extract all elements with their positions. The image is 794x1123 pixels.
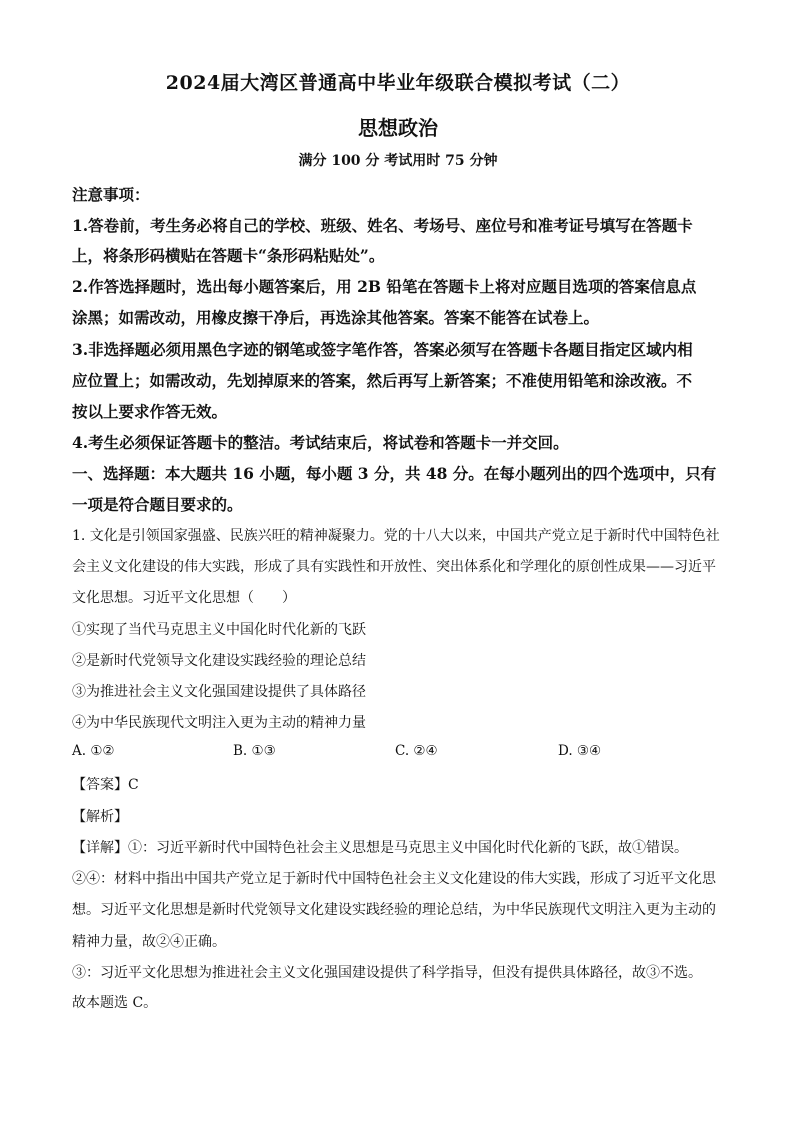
statement-3: ③为推进社会主义文化强国建设提供了具体路径 <box>72 684 366 700</box>
question-stem: 会主义文化建设的伟大实践，形成了具有实践性和开放性、突出体系化和学理化的原创性成果——习近平 <box>72 559 716 575</box>
analysis-label: 【解析】 <box>72 809 128 825</box>
analysis-line: 想。习近平文化思想是新时代党领导文化建设实践经验的理论总结，为中华民族现代文明注入更为主动的 <box>72 902 716 918</box>
notice-line: 4.考生必须保证答题卡的整洁。考试结束后，将试卷和答题卡一并交回。 <box>72 433 569 452</box>
notice-line: 上，将条形码横贴在答题卡“条形码粘贴处”。 <box>72 246 385 265</box>
analysis-line: ③：习近平文化思想为推进社会主义文化强国建设提供了科学指导，但没有提供具体路径，故③不选。 <box>72 965 702 981</box>
score-time-info: 满分 100 分 考试用时 75 分钟 <box>298 153 498 169</box>
analysis-line: 故本题选 C。 <box>72 995 158 1011</box>
notice-heading: 注意事项： <box>72 185 150 204</box>
subject-title: 思想政治 <box>358 116 438 140</box>
notice-line: 2.作答选择题时，选出每小题答案后，用 2B 铅笔在答题卡上将对应题目选项的答案信息点 <box>72 277 697 296</box>
statement-4: ④为中华民族现代文明注入更为主动的精神力量 <box>72 715 366 731</box>
section-heading: 一、选择题：本大题共 16 小题，每小题 3 分，共 48 分。在每小题列出的四个选项中，只有 <box>72 464 717 483</box>
answer: 【答案】C <box>72 777 139 793</box>
statement-2: ②是新时代党领导文化建设实践经验的理论总结 <box>72 653 366 669</box>
notice-line: 3.非选择题必须用黑色字迹的钢笔或签字笔作答，答案必须写在答题卡各题目指定区域内相 <box>72 340 693 359</box>
statement-1: ①实现了当代马克思主义中国化时代化新的飞跃 <box>72 622 366 638</box>
notice-line: 1.答卷前，考生务必将自己的学校、班级、姓名、考场号、座位号和准考证号填写在答题卡 <box>72 216 693 235</box>
analysis-line: 精神力量，故②④正确。 <box>72 934 226 950</box>
option-d: D. ③④ <box>558 743 602 759</box>
option-a: A. ①② <box>72 743 115 759</box>
notice-line: 应位置上；如需改动，先划掉原来的答案，然后再写上新答案；不准使用铅笔和涂改液。不 <box>72 371 693 390</box>
analysis-line: ②④：材料中指出中国共产党立足于新时代中国特色社会主义文化建设的伟大实践，形成了习近平文化思 <box>72 871 716 887</box>
option-b: B. ①③ <box>233 743 276 759</box>
analysis-line: 【详解】①：习近平新时代中国特色社会主义思想是马克思主义中国化时代化新的飞跃，故①错误。 <box>72 840 688 856</box>
exam-title: 2024届大湾区普通高中毕业年级联合模拟考试（二） <box>165 72 631 94</box>
question-stem: 1. 文化是引领国家强盛、民族兴旺的精神凝聚力。党的十八大以来，中国共产党立足于新时代中国特色社 <box>72 528 720 544</box>
section-heading-cont: 一项是符合题目要求的。 <box>72 495 243 514</box>
notice-line: 按以上要求作答无效。 <box>72 402 228 421</box>
option-c: C. ②④ <box>395 743 438 759</box>
question-stem: 文化思想。习近平文化思想（ ） <box>72 590 296 606</box>
notice-line: 涂黑；如需改动，用橡皮擦干净后，再选涂其他答案。答案不能答在试卷上。 <box>72 308 600 327</box>
